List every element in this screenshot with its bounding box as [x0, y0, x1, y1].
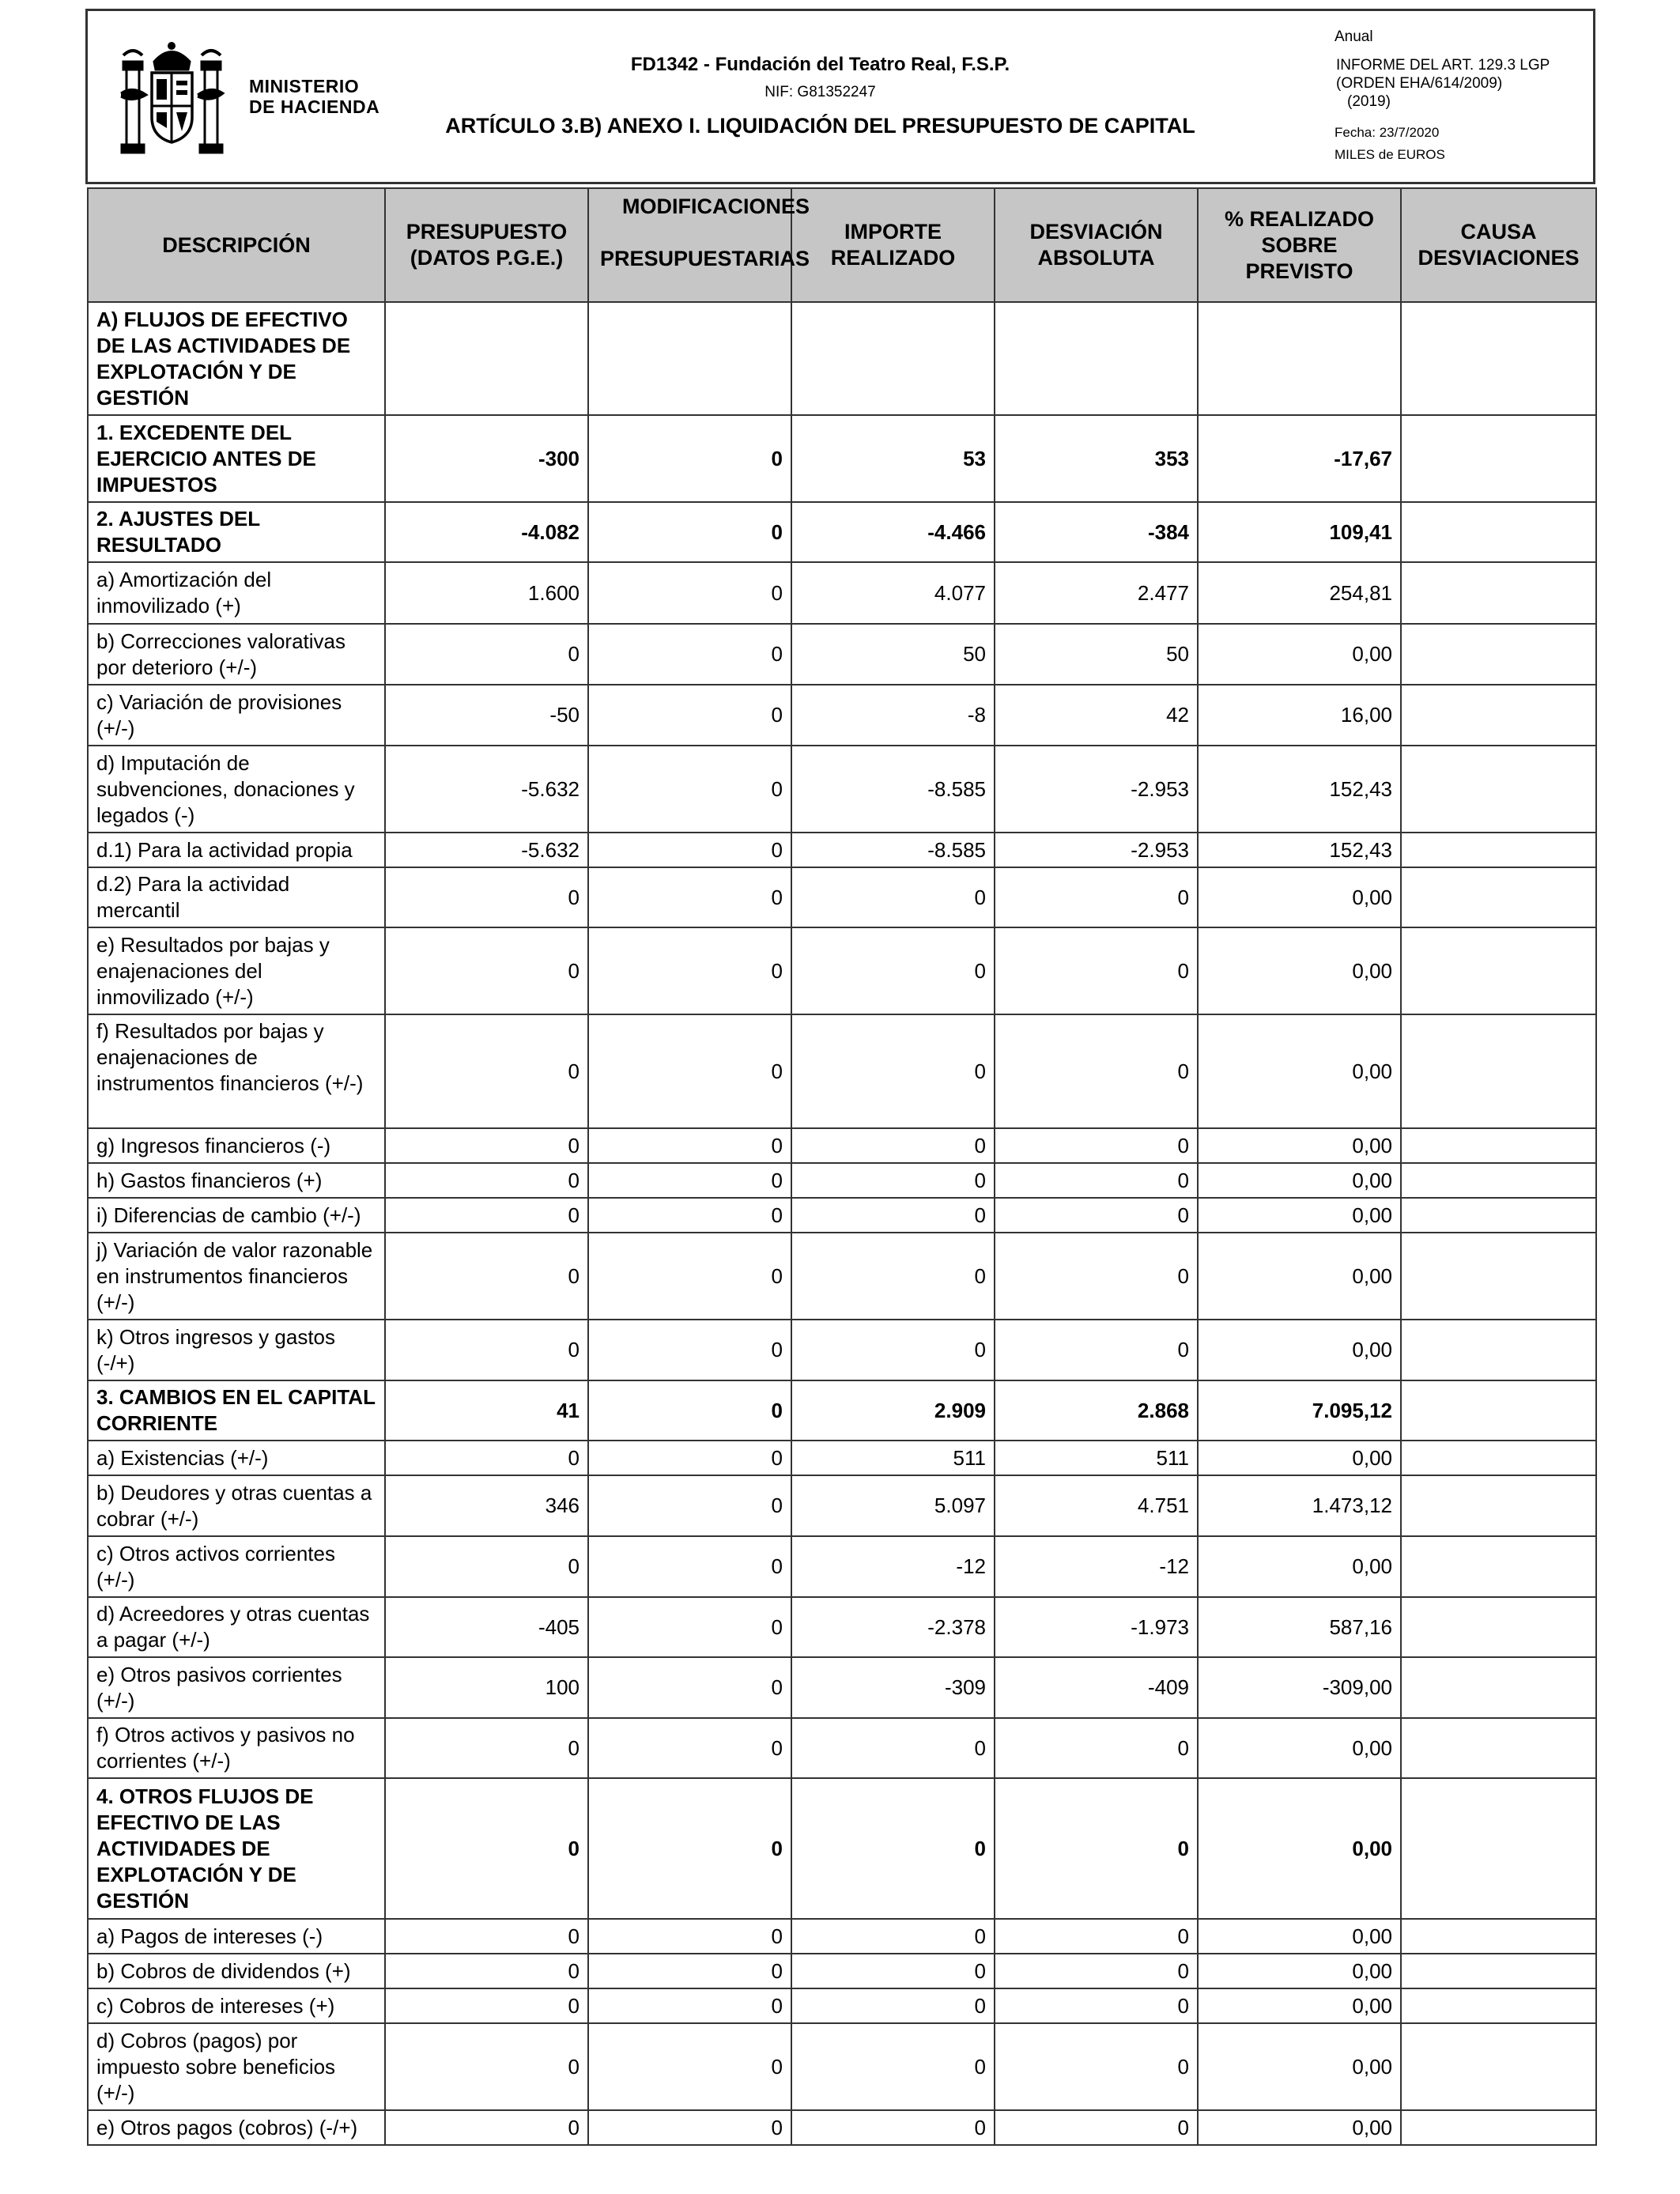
cell-presupuesto: -5.632 [385, 746, 588, 833]
cell-realizado: 0,00 [1198, 1441, 1401, 1475]
cell-realizado: 0,00 [1198, 1233, 1401, 1320]
cell-importe: -4.466 [791, 502, 995, 562]
cell-causa [1401, 1475, 1596, 1536]
periodicity: Anual [1335, 28, 1373, 45]
cell-desviacion: 2.868 [995, 1380, 1198, 1441]
report-reference-line1: INFORME DEL ART. 129.3 LGP [1336, 57, 1550, 74]
cell-realizado: 0,00 [1198, 1718, 1401, 1778]
col-header-realizado-line3: PREVISTO [1245, 259, 1353, 283]
cell-causa [1401, 2023, 1596, 2110]
cell-realizado: 0,00 [1198, 1954, 1401, 1988]
cell-importe: -8.585 [791, 746, 995, 833]
cell-causa [1401, 502, 1596, 562]
cell-presupuesto: 0 [385, 1718, 588, 1778]
cell-causa [1401, 302, 1596, 415]
cell-presupuesto: -405 [385, 1597, 588, 1657]
cell-importe: 0 [791, 1233, 995, 1320]
cell-causa [1401, 1014, 1596, 1128]
cell-presupuesto: 0 [385, 867, 588, 927]
cell-presupuesto: 0 [385, 1954, 588, 1988]
cell-causa [1401, 1163, 1596, 1198]
cell-realizado: 0,00 [1198, 1988, 1401, 2023]
cell-realizado: 152,43 [1198, 833, 1401, 867]
cell-realizado: 0,00 [1198, 2023, 1401, 2110]
cell-modificaciones: 0 [588, 415, 791, 502]
cell-modificaciones: 0 [588, 624, 791, 685]
cell-presupuesto: 0 [385, 1198, 588, 1233]
cell-realizado [1198, 302, 1401, 415]
cell-presupuesto: 0 [385, 1536, 588, 1597]
cell-descripcion: b) Correcciones valorativas por deterioro (+/-) [88, 624, 385, 685]
cell-realizado: 0,00 [1198, 1163, 1401, 1198]
cell-modificaciones: 0 [588, 1597, 791, 1657]
cell-modificaciones: 0 [588, 2023, 791, 2110]
cell-importe: 0 [791, 1163, 995, 1198]
cell-importe: 0 [791, 1128, 995, 1163]
table-row [88, 502, 1596, 562]
col-header-importe-line1: IMPORTE [844, 220, 942, 244]
cell-desviacion: -1.973 [995, 1597, 1198, 1657]
cell-causa [1401, 685, 1596, 746]
table-row [88, 833, 1596, 867]
col-header-modificaciones-line1: MODIFICACIONES [621, 194, 810, 218]
cell-importe: 2.909 [791, 1380, 995, 1441]
report-reference-line3: (2019) [1347, 93, 1391, 110]
table-row [88, 1475, 1596, 1536]
cell-desviacion: 511 [995, 1441, 1198, 1475]
cell-desviacion: 0 [995, 1919, 1198, 1954]
cell-desviacion: 0 [995, 1128, 1198, 1163]
cell-descripcion: A) FLUJOS DE EFECTIVO DE LAS ACTIVIDADES DE EXPLOTACIÓN Y DE GESTIÓN [88, 302, 385, 415]
cell-importe: -309 [791, 1657, 995, 1718]
cell-causa [1401, 1988, 1596, 2023]
col-header-desviacion-line1: DESVIACIÓN [1029, 220, 1163, 244]
cell-desviacion: 0 [995, 927, 1198, 1014]
table-row [88, 302, 1596, 415]
cell-descripcion: 3. CAMBIOS EN EL CAPITAL CORRIENTE [88, 1380, 385, 1441]
cell-realizado: 0,00 [1198, 624, 1401, 685]
cell-presupuesto: 346 [385, 1475, 588, 1536]
cell-importe: 0 [791, 927, 995, 1014]
cell-desviacion: 50 [995, 624, 1198, 685]
col-header-importe-line2: REALIZADO [830, 246, 956, 270]
cell-causa [1401, 1320, 1596, 1380]
cell-presupuesto: 0 [385, 2110, 588, 2145]
cell-causa [1401, 1954, 1596, 1988]
cell-descripcion: c) Otros activos corrientes (+/-) [88, 1536, 385, 1597]
cell-importe: 0 [791, 1718, 995, 1778]
cell-descripcion: a) Existencias (+/-) [88, 1441, 385, 1475]
cell-realizado: 587,16 [1198, 1597, 1401, 1657]
col-header-desviacion-line2: ABSOLUTA [1037, 246, 1155, 270]
cell-presupuesto: -5.632 [385, 833, 588, 867]
cell-causa [1401, 624, 1596, 685]
table-row [88, 1657, 1596, 1718]
cell-presupuesto: 0 [385, 1128, 588, 1163]
table-row [88, 1128, 1596, 1163]
col-header-causa-line1: CAUSA [1460, 220, 1537, 244]
cell-desviacion: 353 [995, 415, 1198, 502]
cell-realizado: 0,00 [1198, 2110, 1401, 2145]
table-row [88, 1718, 1596, 1778]
cell-modificaciones: 0 [588, 1954, 791, 1988]
cell-realizado: 1.473,12 [1198, 1475, 1401, 1536]
cell-importe: -2.378 [791, 1597, 995, 1657]
cell-realizado: 0,00 [1198, 1198, 1401, 1233]
table-row [88, 1597, 1596, 1657]
table-body [88, 302, 1596, 2145]
document-title-text: ARTÍCULO 3.B) ANEXO I. LIQUIDACIÓN DEL PRESUPUESTO DE CAPITAL [445, 114, 1195, 138]
cell-presupuesto [385, 302, 588, 415]
col-header-realizado [1198, 188, 1401, 302]
cell-presupuesto: -300 [385, 415, 588, 502]
col-header-presupuesto [385, 188, 588, 302]
col-header-descripcion-text: DESCRIPCIÓN [162, 232, 311, 257]
table-row [88, 1536, 1596, 1597]
cell-realizado: 109,41 [1198, 502, 1401, 562]
cell-desviacion: -384 [995, 502, 1198, 562]
table-row [88, 685, 1596, 746]
cell-importe: 0 [791, 1778, 995, 1919]
cell-desviacion: 0 [995, 1233, 1198, 1320]
cell-desviacion: 0 [995, 1778, 1198, 1919]
cell-importe: 0 [791, 1198, 995, 1233]
cell-presupuesto: 0 [385, 1778, 588, 1919]
cell-modificaciones [588, 302, 791, 415]
cell-descripcion: c) Cobros de intereses (+) [88, 1988, 385, 2023]
cell-modificaciones: 0 [588, 867, 791, 927]
col-header-desviacion [995, 188, 1198, 302]
cell-descripcion: g) Ingresos financieros (-) [88, 1128, 385, 1163]
budget-liquidation-table [87, 187, 1597, 2146]
cell-presupuesto: 0 [385, 1988, 588, 2023]
table-row [88, 624, 1596, 685]
report-reference [1336, 56, 1550, 111]
budget-table-container [87, 187, 1595, 2146]
cell-importe: 0 [791, 2110, 995, 2145]
cell-desviacion: -409 [995, 1657, 1198, 1718]
cell-importe: -8 [791, 685, 995, 746]
cell-realizado: 0,00 [1198, 1536, 1401, 1597]
cell-descripcion: d) Imputación de subvenciones, donaciones y legados (-) [88, 746, 385, 833]
table-header-row [88, 188, 1596, 302]
cell-causa [1401, 927, 1596, 1014]
cell-causa [1401, 1441, 1596, 1475]
cell-realizado: 7.095,12 [1198, 1380, 1401, 1441]
cell-causa [1401, 2110, 1596, 2145]
tax-id-text: NIF: G81352247 [764, 84, 876, 100]
cell-descripcion: j) Variación de valor razonable en instrumentos financieros (+/-) [88, 1233, 385, 1320]
cell-importe: 0 [791, 1988, 995, 2023]
table-row [88, 1441, 1596, 1475]
cell-modificaciones: 0 [588, 685, 791, 746]
cell-presupuesto: 41 [385, 1380, 588, 1441]
cell-descripcion: d.2) Para la actividad mercantil [88, 867, 385, 927]
cell-modificaciones: 0 [588, 562, 791, 624]
cell-presupuesto: 0 [385, 927, 588, 1014]
cell-causa [1401, 746, 1596, 833]
cell-realizado: 0,00 [1198, 1919, 1401, 1954]
cell-realizado: 152,43 [1198, 746, 1401, 833]
cell-causa [1401, 867, 1596, 927]
cell-importe: -12 [791, 1536, 995, 1597]
cell-desviacion: 0 [995, 2110, 1198, 2145]
cell-causa [1401, 1233, 1596, 1320]
table-row [88, 927, 1596, 1014]
table-row [88, 1778, 1596, 1919]
report-date: Fecha: 23/7/2020 [1335, 125, 1440, 140]
cell-causa [1401, 1657, 1596, 1718]
cell-causa [1401, 1718, 1596, 1778]
cell-causa [1401, 1128, 1596, 1163]
cell-desviacion: 0 [995, 2023, 1198, 2110]
cell-desviacion: 0 [995, 1988, 1198, 2023]
cell-desviacion: 0 [995, 1954, 1198, 1988]
cell-presupuesto: 0 [385, 1320, 588, 1380]
cell-descripcion: f) Resultados por bajas y enajenaciones de instrumentos financieros (+/-) [88, 1014, 385, 1128]
cell-modificaciones: 0 [588, 1657, 791, 1718]
table-row [88, 1988, 1596, 2023]
cell-modificaciones: 0 [588, 1475, 791, 1536]
cell-importe: 5.097 [791, 1475, 995, 1536]
cell-descripcion: b) Cobros de dividendos (+) [88, 1954, 385, 1988]
cell-importe: 4.077 [791, 562, 995, 624]
cell-realizado: 0,00 [1198, 927, 1401, 1014]
cell-modificaciones: 0 [588, 1718, 791, 1778]
cell-descripcion: b) Deudores y otras cuentas a cobrar (+/-) [88, 1475, 385, 1536]
cell-modificaciones: 0 [588, 1441, 791, 1475]
cell-importe: 511 [791, 1441, 995, 1475]
table-row [88, 1163, 1596, 1198]
table-row [88, 867, 1596, 927]
cell-desviacion: 0 [995, 1014, 1198, 1128]
cell-descripcion: a) Amortización del inmovilizado (+) [88, 562, 385, 624]
cell-modificaciones: 0 [588, 1919, 791, 1954]
cell-presupuesto: 0 [385, 1014, 588, 1128]
col-header-modificaciones [588, 188, 810, 302]
cell-modificaciones: 0 [588, 1536, 791, 1597]
table-row [88, 1954, 1596, 1988]
cell-desviacion: 0 [995, 1320, 1198, 1380]
cell-causa [1401, 1380, 1596, 1441]
cell-modificaciones: 0 [588, 927, 791, 1014]
cell-causa [1401, 1778, 1596, 1919]
cell-importe: 0 [791, 1954, 995, 1988]
cell-presupuesto: 100 [385, 1657, 588, 1718]
cell-modificaciones: 0 [588, 2110, 791, 2145]
cell-descripcion: d) Cobros (pagos) por impuesto sobre beneficios (+/-) [88, 2023, 385, 2110]
cell-desviacion: -2.953 [995, 746, 1198, 833]
ministry-name-line2: DE HACIENDA [249, 96, 380, 117]
cell-presupuesto: 0 [385, 1441, 588, 1475]
cell-causa [1401, 1536, 1596, 1597]
cell-desviacion: 42 [995, 685, 1198, 746]
cell-desviacion: 2.477 [995, 562, 1198, 624]
cell-descripcion: e) Otros pasivos corrientes (+/-) [88, 1657, 385, 1718]
cell-presupuesto: 0 [385, 1919, 588, 1954]
col-header-presupuesto-line2: (DATOS P.G.E.) [410, 246, 564, 270]
cell-desviacion: -12 [995, 1536, 1198, 1597]
cell-modificaciones: 0 [588, 1988, 791, 2023]
table-row [88, 746, 1596, 833]
cell-causa [1401, 833, 1596, 867]
col-header-descripcion [88, 188, 385, 302]
cell-importe: 0 [791, 1014, 995, 1128]
cell-desviacion: 0 [995, 1163, 1198, 1198]
cell-modificaciones: 0 [588, 502, 791, 562]
table-row [88, 1380, 1596, 1441]
table-row [88, 562, 1596, 624]
col-header-realizado-line2: SOBRE [1261, 232, 1338, 257]
cell-importe: 0 [791, 1919, 995, 1954]
cell-presupuesto: 0 [385, 1233, 588, 1320]
cell-descripcion: 1. EXCEDENTE DEL EJERCICIO ANTES DE IMPUESTOS [88, 415, 385, 502]
cell-importe [791, 302, 995, 415]
cell-importe: 0 [791, 2023, 995, 2110]
cell-realizado: 0,00 [1198, 1014, 1401, 1128]
cell-causa [1401, 1597, 1596, 1657]
cell-descripcion: i) Diferencias de cambio (+/-) [88, 1198, 385, 1233]
cell-realizado: 16,00 [1198, 685, 1401, 746]
cell-modificaciones: 0 [588, 833, 791, 867]
cell-modificaciones: 0 [588, 1014, 791, 1128]
cell-causa [1401, 1919, 1596, 1954]
table-row [88, 1014, 1596, 1128]
cell-descripcion: c) Variación de provisiones (+/-) [88, 685, 385, 746]
table-row [88, 1919, 1596, 1954]
cell-modificaciones: 0 [588, 1163, 791, 1198]
ministry-name-line1: MINISTERIO [249, 76, 360, 96]
cell-desviacion: 4.751 [995, 1475, 1198, 1536]
cell-descripcion: e) Resultados por bajas y enajenaciones del inmovilizado (+/-) [88, 927, 385, 1014]
table-row [88, 415, 1596, 502]
table-row [88, 1320, 1596, 1380]
cell-causa [1401, 415, 1596, 502]
table-row [88, 2023, 1596, 2110]
cell-descripcion: a) Pagos de intereses (-) [88, 1919, 385, 1954]
organization-title-text: FD1342 - Fundación del Teatro Real, F.S.P. [630, 54, 1010, 75]
table-row [88, 1198, 1596, 1233]
cell-modificaciones: 0 [588, 1380, 791, 1441]
cell-realizado: 254,81 [1198, 562, 1401, 624]
cell-realizado: 0,00 [1198, 867, 1401, 927]
cell-presupuesto: -50 [385, 685, 588, 746]
report-reference-line2: (ORDEN EHA/614/2009) [1336, 75, 1503, 92]
col-header-realizado-line1: % REALIZADO [1225, 206, 1374, 231]
cell-importe: 53 [791, 415, 995, 502]
cell-presupuesto: 0 [385, 1163, 588, 1198]
col-header-causa [1401, 188, 1596, 302]
cell-modificaciones: 0 [588, 1233, 791, 1320]
cell-causa [1401, 1198, 1596, 1233]
cell-importe: 0 [791, 1320, 995, 1380]
cell-desviacion: 0 [995, 1718, 1198, 1778]
cell-importe: 0 [791, 867, 995, 927]
cell-modificaciones: 0 [588, 1320, 791, 1380]
cell-importe: 50 [791, 624, 995, 685]
table-row [88, 2110, 1596, 2145]
cell-realizado: -309,00 [1198, 1657, 1401, 1718]
cell-desviacion: -2.953 [995, 833, 1198, 867]
cell-descripcion: 4. OTROS FLUJOS DE EFECTIVO DE LAS ACTIVIDADES DE EXPLOTACIÓN Y DE GESTIÓN [88, 1778, 385, 1919]
cell-presupuesto: 0 [385, 624, 588, 685]
cell-presupuesto: 1.600 [385, 562, 588, 624]
cell-descripcion: e) Otros pagos (cobros) (-/+) [88, 2110, 385, 2145]
report-units: MILES de EUROS [1335, 147, 1445, 162]
col-header-modificaciones-line2: PRESUPUESTARIAS [599, 247, 810, 270]
table-row [88, 1233, 1596, 1320]
cell-descripcion: h) Gastos financieros (+) [88, 1163, 385, 1198]
cell-descripcion: d.1) Para la actividad propia [88, 833, 385, 867]
cell-realizado: 0,00 [1198, 1320, 1401, 1380]
col-header-causa-line2: DESVIACIONES [1418, 246, 1580, 270]
cell-importe: -8.585 [791, 833, 995, 867]
cell-descripcion: f) Otros activos y pasivos no corrientes (+/-) [88, 1718, 385, 1778]
cell-modificaciones: 0 [588, 746, 791, 833]
cell-descripcion: k) Otros ingresos y gastos (-/+) [88, 1320, 385, 1380]
cell-descripcion: d) Acreedores y otras cuentas a pagar (+/-) [88, 1597, 385, 1657]
cell-realizado: 0,00 [1198, 1778, 1401, 1919]
col-header-presupuesto-line1: PRESUPUESTO [406, 220, 568, 244]
cell-presupuesto: 0 [385, 2023, 588, 2110]
cell-realizado: 0,00 [1198, 1128, 1401, 1163]
cell-modificaciones: 0 [588, 1128, 791, 1163]
col-header-importe [791, 188, 995, 302]
cell-desviacion: 0 [995, 1198, 1198, 1233]
cell-descripcion: 2. AJUSTES DEL RESULTADO [88, 502, 385, 562]
cell-desviacion: 0 [995, 867, 1198, 927]
cell-presupuesto: -4.082 [385, 502, 588, 562]
cell-realizado: -17,67 [1198, 415, 1401, 502]
cell-causa [1401, 562, 1596, 624]
cell-desviacion [995, 302, 1198, 415]
cell-modificaciones: 0 [588, 1198, 791, 1233]
cell-modificaciones: 0 [588, 1778, 791, 1919]
